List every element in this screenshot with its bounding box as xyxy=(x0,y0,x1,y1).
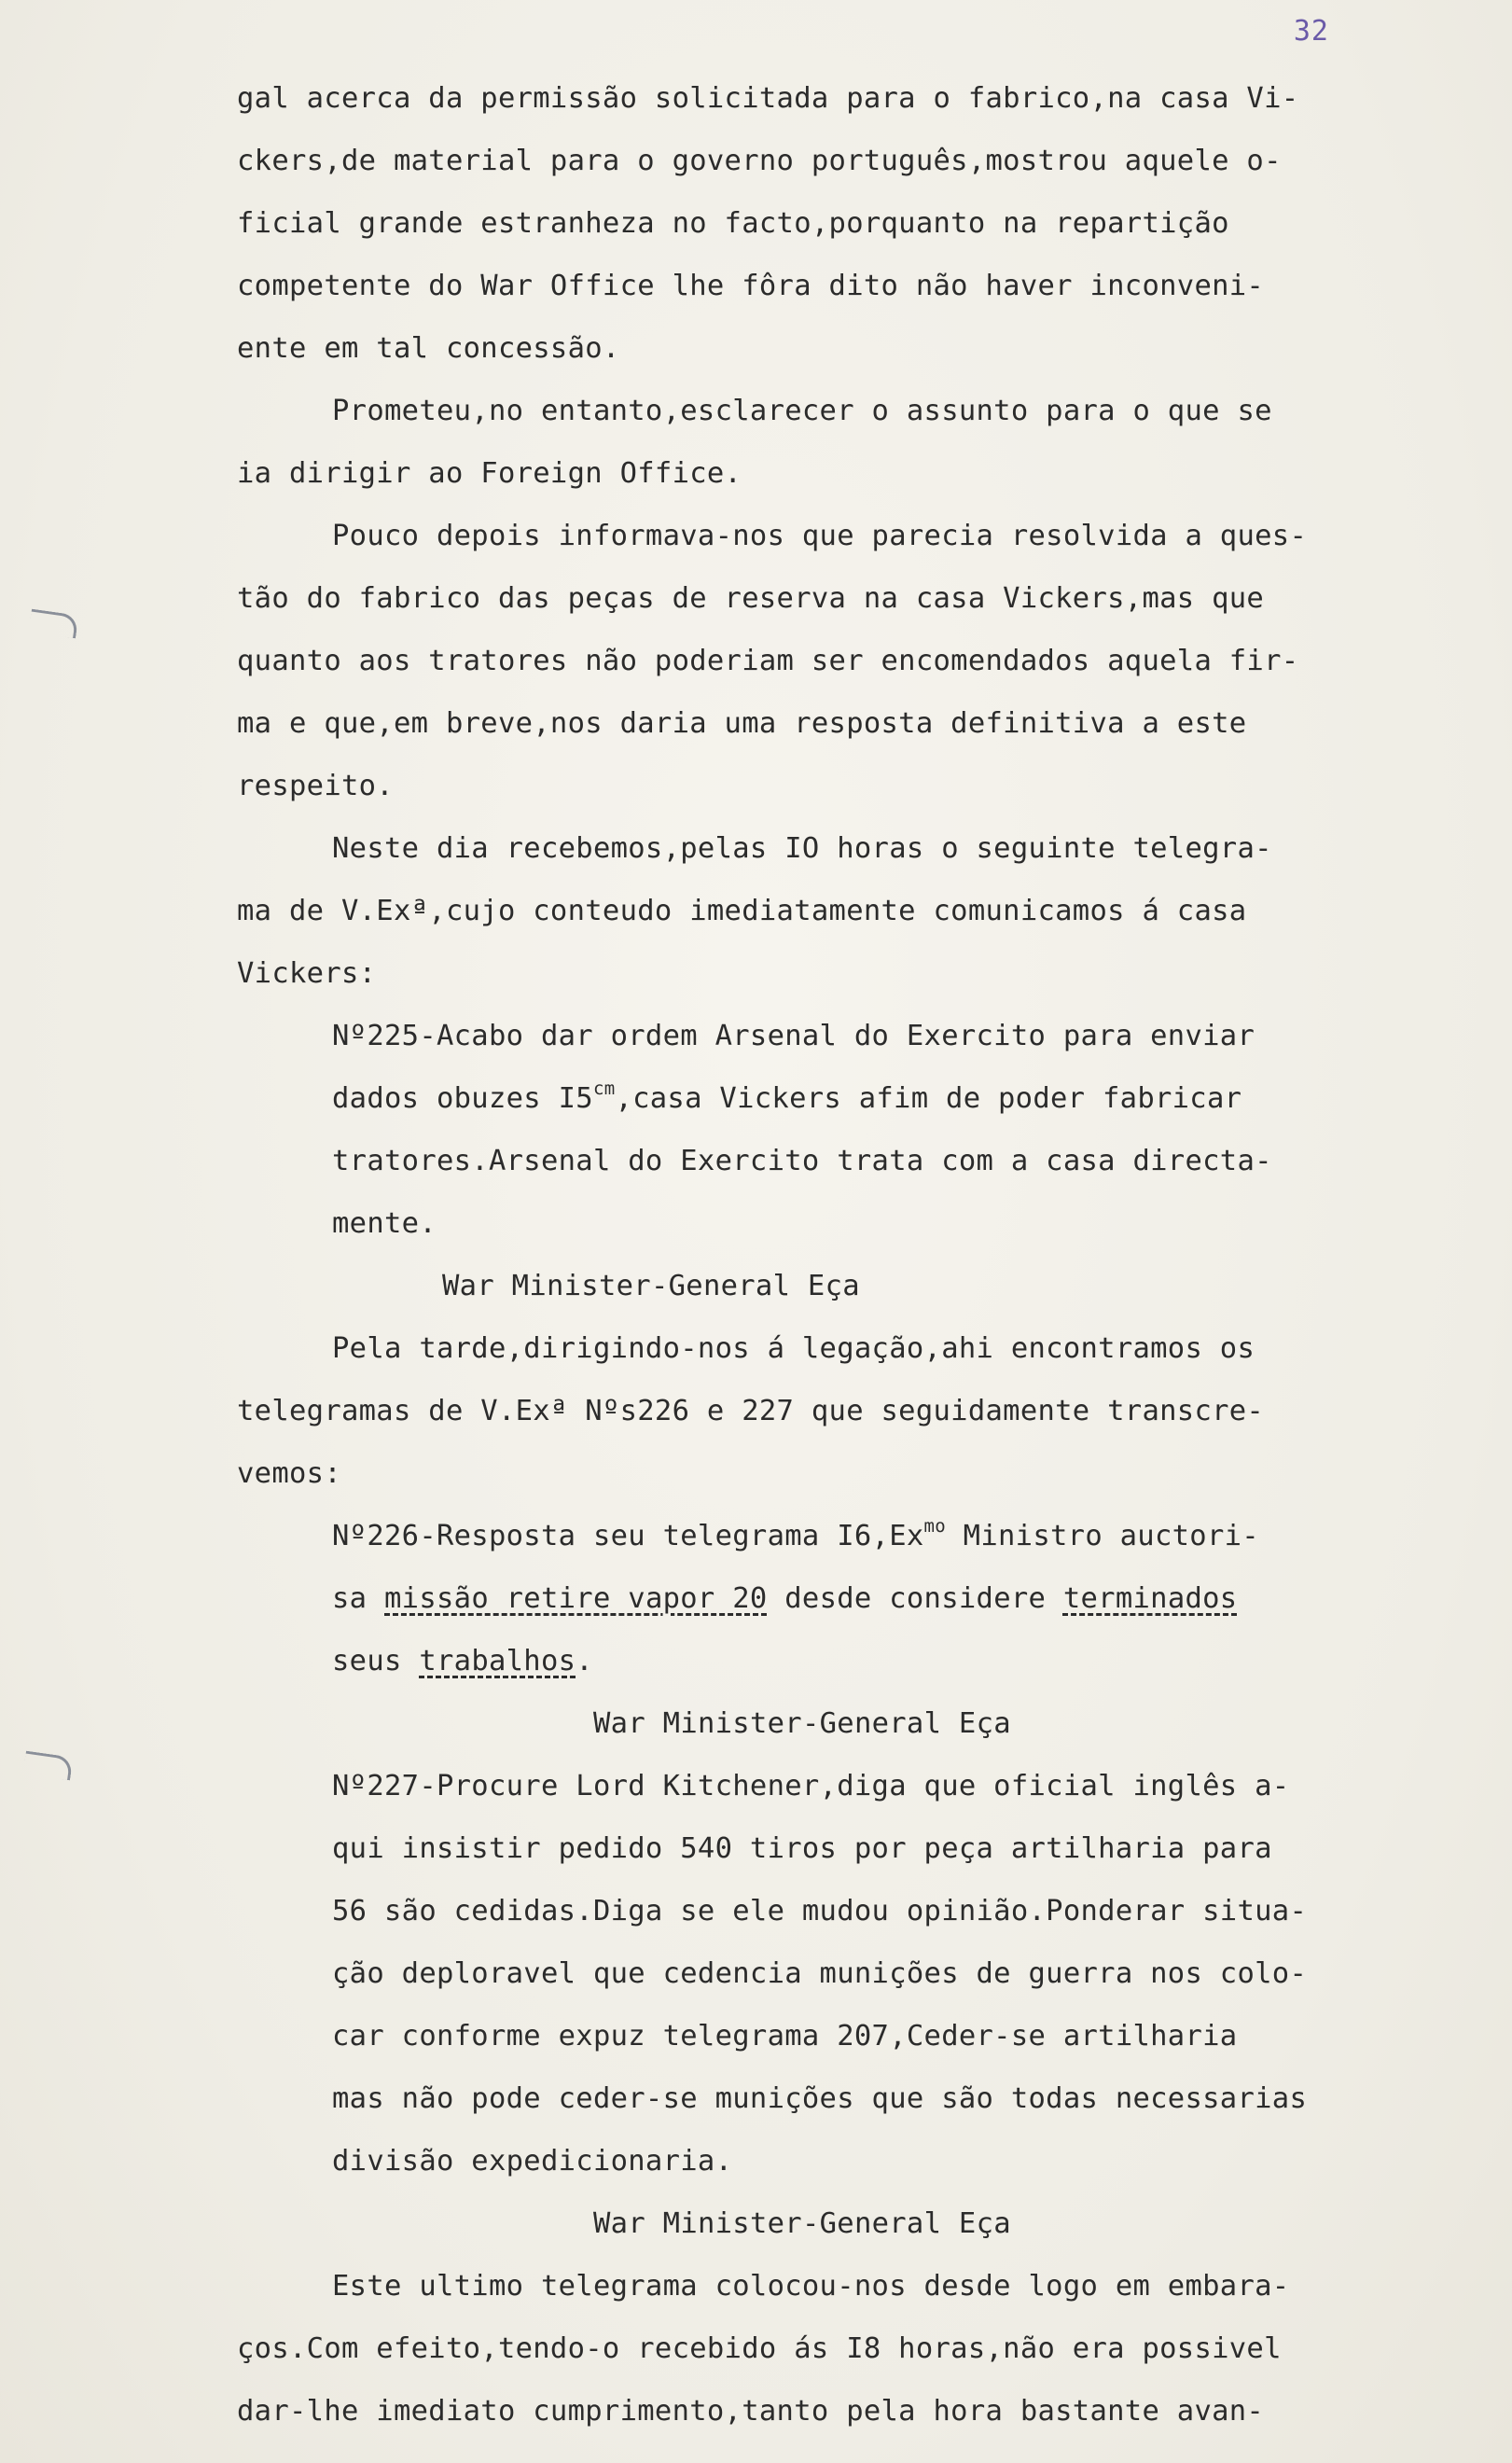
text-line xyxy=(237,2317,1384,2380)
text-line xyxy=(237,1880,1384,1942)
line-text: ção deploravel que cedencia munições de guerra nos colo- xyxy=(332,1957,1308,1990)
underlined-text: trabalhos xyxy=(419,1645,576,1677)
text-line xyxy=(237,255,1384,317)
text-line xyxy=(237,1380,1384,1442)
text-line xyxy=(237,317,1384,380)
text-line xyxy=(237,380,1384,442)
line-text: telegramas de V.Exª Nºs226 e 227 que seguidamente transcre- xyxy=(237,1395,1265,1427)
line-text: ma e que,em breve,nos daria uma resposta definitiva a este xyxy=(237,707,1247,740)
line-text: seus xyxy=(332,1645,420,1677)
line-text: . xyxy=(576,1645,593,1677)
line-text: ,casa Vickers afim de poder fabricar xyxy=(615,1082,1242,1115)
text-line xyxy=(237,442,1384,505)
text-line xyxy=(237,630,1384,692)
line-text: tão do fabrico das peças de reserva na casa Vickers,mas que xyxy=(237,582,1265,615)
text-line xyxy=(237,1755,1384,1817)
text-line xyxy=(237,880,1384,942)
line-text: sa xyxy=(332,1582,384,1615)
text-line xyxy=(237,130,1384,192)
line-text: Pela tarde,dirigindo-nos á legação,ahi encontramos os xyxy=(332,1332,1255,1365)
text-line xyxy=(237,2130,1384,2192)
line-text: competente do War Office lhe fôra dito não haver inconveni- xyxy=(237,270,1265,302)
line-text: Prometeu,no entanto,esclarecer o assunto para o que se xyxy=(332,395,1272,427)
line-text: War Minister-General Eça xyxy=(593,1707,1011,1740)
line-text: 56 são cedidas.Diga se ele mudou opinião.Ponderar situa- xyxy=(332,1895,1308,1927)
text-line xyxy=(237,1692,1384,1755)
margin-pencil-mark xyxy=(29,609,79,639)
line-text: qui insistir pedido 540 tiros por peça artilharia para xyxy=(332,1832,1272,1865)
line-text: War Minister-General Eça xyxy=(593,2207,1011,2240)
text-line xyxy=(237,1817,1384,1880)
document-body xyxy=(237,67,1384,2442)
line-text: car conforme expuz telegrama 207,Ceder-se artilharia xyxy=(332,2020,1238,2052)
line-text: War Minister-General Eça xyxy=(442,1270,860,1302)
text-line xyxy=(237,2005,1384,2067)
text-line xyxy=(237,1505,1384,1567)
text-line xyxy=(237,567,1384,630)
line-text: ia dirigir ao Foreign Office. xyxy=(237,457,742,490)
line-text: vemos: xyxy=(237,1457,341,1490)
text-line xyxy=(237,2067,1384,2130)
superscript-text: mo xyxy=(923,1516,947,1537)
text-line xyxy=(237,1317,1384,1380)
text-line xyxy=(237,1630,1384,1692)
text-line xyxy=(237,1130,1384,1192)
line-text: mente. xyxy=(332,1207,437,1240)
text-line xyxy=(237,755,1384,817)
line-text: mas não pode ceder-se munições que são todas necessarias xyxy=(332,2082,1308,2115)
line-text: gal acerca da permissão solicitada para o fabrico,na casa Vi- xyxy=(237,82,1299,115)
line-text: Nº227-Procure Lord Kitchener,diga que oficial inglês a- xyxy=(332,1770,1290,1802)
page-number: 32 xyxy=(1293,15,1329,48)
underlined-text: terminados xyxy=(1062,1582,1238,1615)
line-text: Este ultimo telegrama colocou-nos desde logo em embara- xyxy=(332,2270,1290,2303)
text-line xyxy=(237,1005,1384,1067)
underlined-text: missão retire vapor 20 xyxy=(384,1582,768,1615)
text-line xyxy=(237,2380,1384,2442)
text-line xyxy=(237,1442,1384,1505)
line-text: Nº226-Resposta seu telegrama I6,Ex xyxy=(332,1520,924,1552)
line-text: ente em tal concessão. xyxy=(237,332,620,365)
line-text: respeito. xyxy=(237,770,394,802)
text-line xyxy=(237,505,1384,567)
line-text: desde considere xyxy=(767,1582,1063,1615)
line-text: dados obuzes I5 xyxy=(332,1082,593,1115)
line-text: ficial grande estranheza no facto,porquanto na repartição xyxy=(237,207,1229,240)
text-line xyxy=(237,1942,1384,2005)
text-line xyxy=(237,1192,1384,1255)
text-line xyxy=(237,2255,1384,2317)
line-text: Nº225-Acabo dar ordem Arsenal do Exercito para enviar xyxy=(332,1020,1255,1052)
line-text: divisão expedicionaria. xyxy=(332,2145,733,2178)
text-line xyxy=(237,692,1384,755)
line-text: ckers,de material para o governo português,mostrou aquele o- xyxy=(237,145,1282,177)
text-line xyxy=(237,942,1384,1005)
margin-pencil-mark xyxy=(23,1751,74,1781)
text-line xyxy=(237,1567,1384,1630)
text-line xyxy=(237,1255,1384,1317)
text-line xyxy=(237,2192,1384,2255)
line-text: Pouco depois informava-nos que parecia resolvida a ques- xyxy=(332,520,1308,552)
line-text: quanto aos tratores não poderiam ser encomendados aquela fir- xyxy=(237,645,1299,677)
line-text: ma de V.Exª,cujo conteudo imediatamente comunicamos á casa xyxy=(237,895,1247,927)
line-text: ços.Com efeito,tendo-o recebido ás I8 horas,não era possivel xyxy=(237,2332,1282,2365)
line-text: Ministro auctori- xyxy=(946,1520,1259,1552)
text-line xyxy=(237,67,1384,130)
line-text: dar-lhe imediato cumprimento,tanto pela hora bastante avan- xyxy=(237,2395,1265,2428)
line-text: Neste dia recebemos,pelas IO horas o seguinte telegra- xyxy=(332,832,1272,865)
line-text: tratores.Arsenal do Exercito trata com a casa directa- xyxy=(332,1145,1272,1177)
text-line xyxy=(237,1067,1384,1130)
text-line xyxy=(237,192,1384,255)
line-text: Vickers: xyxy=(237,957,377,990)
superscript-text: cm xyxy=(592,1078,616,1099)
text-line xyxy=(237,817,1384,880)
